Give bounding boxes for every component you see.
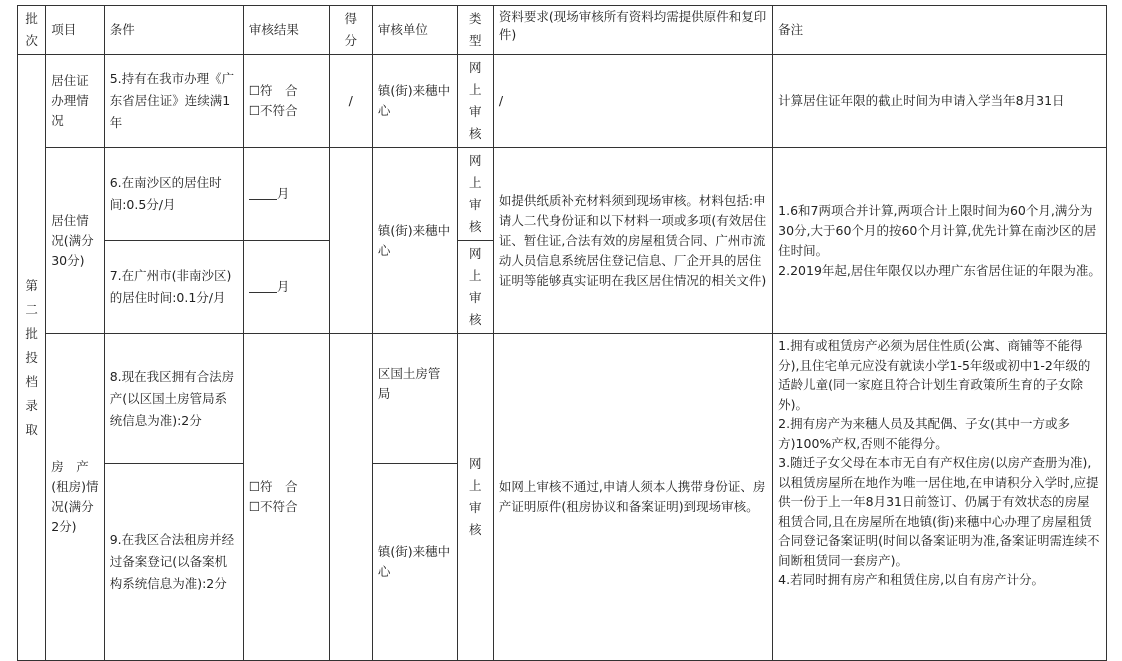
type-property: 网上审核 (457, 334, 493, 661)
unit-9: 镇(街)来穗中心 (372, 464, 457, 661)
scoring-table (17, 5, 1107, 661)
score-residence (329, 148, 372, 334)
condition-5: 5.持有在我市办理《广东省居住证》连续满1年 (104, 55, 243, 148)
header-batch: 批次 (18, 6, 46, 55)
header-condition: 条件 (104, 6, 243, 55)
condition-7: 7.在广州市(非南沙区)的居住时间:0.1分/月 (104, 241, 243, 334)
table-row (18, 334, 1107, 464)
option-meet: ☐符 合 (248, 83, 298, 98)
materials-permit: / (493, 55, 772, 148)
header-item: 项目 (46, 6, 104, 55)
month-blank (249, 279, 277, 293)
review-result-6: 月 (243, 148, 329, 241)
item-residence: 居住情况(满分 30分) (46, 148, 104, 334)
remarks-permit: 计算居住证年限的截止时间为申请入学当年8月31日 (773, 55, 1107, 148)
review-result-property (243, 334, 329, 661)
type-7: 网上审核 (457, 241, 493, 334)
score-permit: / (329, 55, 372, 148)
batch-cell: 第二批投档录取 (18, 55, 46, 661)
materials-property: 如网上审核不通过,申请人须本人携带身份证、房产证明原件(租房协议和备案证明)到现场审核。 (493, 334, 772, 661)
unit-permit: 镇(街)来穗中心 (372, 55, 457, 148)
option-not-meet: ☐不符合 (248, 499, 298, 514)
remarks-residence: 1.6和7两项合并计算,两项合计上限时间为60个月,满分为30分,大于60个月的按60个月计算,优先计算在南沙区的居住时间。 2.2019年起,居住年限仅以办理广东省居住证的年限为准。 (773, 148, 1107, 334)
header-remarks: 备注 (773, 6, 1107, 55)
condition-8: 8.现在我区拥有合法房产(以区国土房管局系统信息为准):2分 (104, 334, 243, 464)
materials-residence: 如提供纸质补充材料须到现场审核。材料包括:申请人二代身份证和以下材料一项或多项(有效居住证、暂住证,合法有效的房屋租赁合同、广州市流动人员信息系统居住登记信息、厂企开具的居住证明等能够真实证明在我区居住情况的相关文件) (493, 148, 772, 334)
table-row (18, 55, 1107, 148)
condition-6: 6.在南沙区的居住时间:0.5分/月 (104, 148, 243, 241)
unit-8: 区国土房管局 (372, 334, 457, 464)
header-score: 得分 (329, 6, 372, 55)
header-materials: 资料要求(现场审核所有资料均需提供原件和复印件) (493, 6, 772, 55)
header-row (18, 6, 1107, 55)
month-blank (249, 186, 277, 200)
review-result-7: 月 (243, 241, 329, 334)
review-result-permit (243, 55, 329, 148)
condition-9: 9.在我区合法租房并经过备案登记(以备案机构系统信息为准):2分 (104, 464, 243, 661)
type-6: 网上审核 (457, 148, 493, 241)
header-review-unit: 审核单位 (372, 6, 457, 55)
score-property (329, 334, 372, 661)
header-review-result: 审核结果 (243, 6, 329, 55)
option-meet: ☐符 合 (248, 479, 298, 494)
option-not-meet: ☐不符合 (248, 103, 298, 118)
remarks-property: 1.拥有或租赁房产必须为居住性质(公寓、商铺等不能得分),且住宅单元应没有就读小学1-5年级或初中1-2年级的适龄儿童(同一家庭且符合计划生育政策所生育的子女除外)。 2.拥有房产为来穗人员及其配偶、子女(其中一方或多方)100%产权,否则不能得分。 3.随迁子女父母在本市无自有产权住房(以房产查册为准),以租赁房屋所在地作为唯一居住地,在申请积分入学时,应提供一份于上一年8月31日前签订、仍属于有效状态的房屋租赁合同,且在房屋所在地镇(街)来穗中心办理了房屋租赁合同登记备案证明(时间以备案证明为准,备案证明需连续不间断租赁同一套房产)。 4.若同时拥有房产和租赁住房,以自有房产计分。 (773, 334, 1107, 661)
header-type: 类型 (457, 6, 493, 55)
item-permit: 居住证办理情况 (46, 55, 104, 148)
unit-residence: 镇(街)来穗中心 (372, 148, 457, 334)
item-property: 房 产(租房)情况(满分 2分) (46, 334, 104, 661)
table-row (18, 148, 1107, 241)
type-permit: 网上审核 (457, 55, 493, 148)
